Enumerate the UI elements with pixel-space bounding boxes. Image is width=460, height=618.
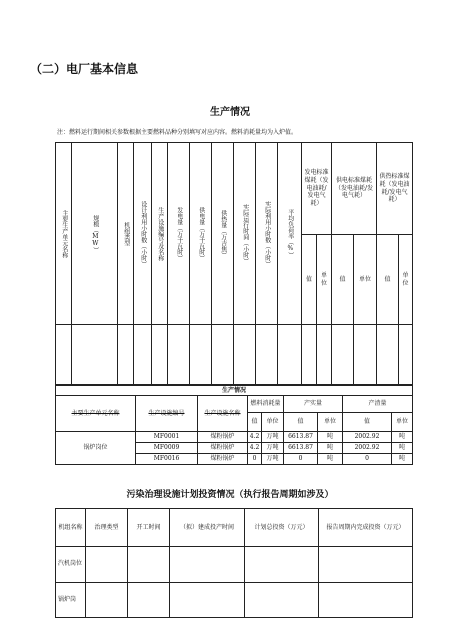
t2-col-facility-no: 生产设施编号 — [136, 396, 198, 432]
product-value: 6613.87 — [284, 443, 318, 454]
production-title: 生产情况 — [210, 107, 250, 118]
unit-label: 单位 — [262, 413, 284, 432]
table-row — [56, 582, 413, 618]
facility-no: MF0009 — [136, 443, 198, 454]
col-unit-type: 机组类型 — [122, 221, 130, 246]
facility-name: 煤粉锅炉 — [198, 454, 248, 465]
col-main: 主要生产单元名称 — [60, 209, 68, 258]
product-unit: 吨 — [318, 454, 343, 465]
product-unit: 吨 — [318, 432, 343, 443]
product-unit: 吨 — [318, 443, 343, 454]
facility-name: 煤粉锅炉 — [198, 443, 248, 454]
val-label: 值 — [302, 235, 317, 325]
unit-name: 汽机岗位 — [56, 547, 86, 582]
t2-col-facility-name: 生产设施名称 — [198, 396, 248, 432]
output-unit: 吨 — [392, 443, 413, 454]
group-label: 锅炉岗位 — [56, 432, 136, 465]
facility-no: MF0016 — [136, 454, 198, 465]
table-row — [56, 432, 413, 443]
pollution-table — [55, 508, 413, 618]
fuel-unit: 万吨 — [262, 454, 284, 465]
pollution-title: 污染治理设施计划投资情况（执行报告周期如涉及） — [126, 490, 334, 500]
col-run-hours: 实际运行时间（小时） — [241, 203, 249, 264]
unit-label: 单位 — [354, 235, 377, 325]
val-label: 值 — [343, 413, 392, 432]
output-unit: 吨 — [392, 432, 413, 443]
val-label: 值 — [248, 413, 262, 432]
output-value: 2002.92 — [343, 432, 392, 443]
col-gen: 发电量（万千瓦时） — [175, 206, 183, 261]
unit-label: 单位 — [392, 413, 413, 432]
output-unit: 吨 — [392, 454, 413, 465]
fuel-value: 0 — [248, 454, 262, 465]
unit-name: 锅炉岗 — [56, 582, 86, 618]
section-title: （二）电厂基本信息 — [30, 62, 139, 76]
col-plan: （拟）建成投产时间 — [170, 509, 245, 547]
col-heat-coal: 供热标准煤耗（发电油耗/发电气耗） — [377, 143, 413, 235]
col-done: 报告周期内完成投资（万元） — [319, 509, 413, 547]
consumption-table — [55, 385, 413, 465]
unit-label: 单位 — [399, 235, 413, 325]
col-design-hours: 设计利用小时数（小时） — [139, 200, 147, 267]
col-gen-coal: 发电标准煤耗（发电油耗/发电气耗） — [302, 143, 332, 235]
production-table — [55, 142, 413, 385]
unit-label: 单位 — [318, 413, 343, 432]
t2-col-main: 主要生产单元名称 — [56, 396, 136, 432]
val-label: 值 — [284, 413, 318, 432]
col-load: 平均负荷率（%） — [286, 209, 294, 258]
col-invest: 计划总投资（万元） — [245, 509, 319, 547]
col-start: 开工时间 — [128, 509, 170, 547]
fuel-value: 4.2 — [248, 432, 262, 443]
product-value: 0 — [284, 454, 318, 465]
col-supply: 供电量（万千瓦时） — [197, 206, 205, 261]
facility-name: 煤粉锅炉 — [198, 432, 248, 443]
col-type: 治理类型 — [86, 509, 128, 547]
table-row — [56, 547, 413, 582]
fuel-value: 4.2 — [248, 443, 262, 454]
fuel-unit: 万吨 — [262, 432, 284, 443]
val-label: 值 — [332, 235, 354, 325]
output-value: 0 — [343, 454, 392, 465]
production-note: 注：燃料运行期间相关参数根据主要燃料品种分别填写对应内容。燃料消耗量均为入炉值。 — [57, 129, 298, 136]
facility-no: MF0001 — [136, 432, 198, 443]
table2-caption: 生产情况 — [56, 386, 413, 396]
col-unit-name: 机组名称 — [56, 509, 86, 547]
col-facility: 生产设施编号及名称 — [156, 206, 164, 261]
t2-col-output: 产渣量 — [343, 396, 413, 413]
val-label: 值 — [377, 235, 399, 325]
col-heat: 供热量（万吉焦） — [219, 209, 227, 258]
unit-label: 单位 — [317, 235, 332, 325]
output-value: 2002.92 — [343, 443, 392, 454]
t2-col-fuel: 燃料消耗量 — [248, 396, 284, 413]
product-value: 6613.87 — [284, 432, 318, 443]
col-supply-coal: 供电标准煤耗（发电油耗/发电气耗） — [332, 143, 377, 235]
fuel-unit: 万吨 — [262, 443, 284, 454]
t2-col-product: 产实量 — [284, 396, 343, 413]
col-scale: 规模（MW） — [91, 214, 99, 253]
col-use-hours: 实际利用小时数（小时） — [263, 200, 271, 267]
